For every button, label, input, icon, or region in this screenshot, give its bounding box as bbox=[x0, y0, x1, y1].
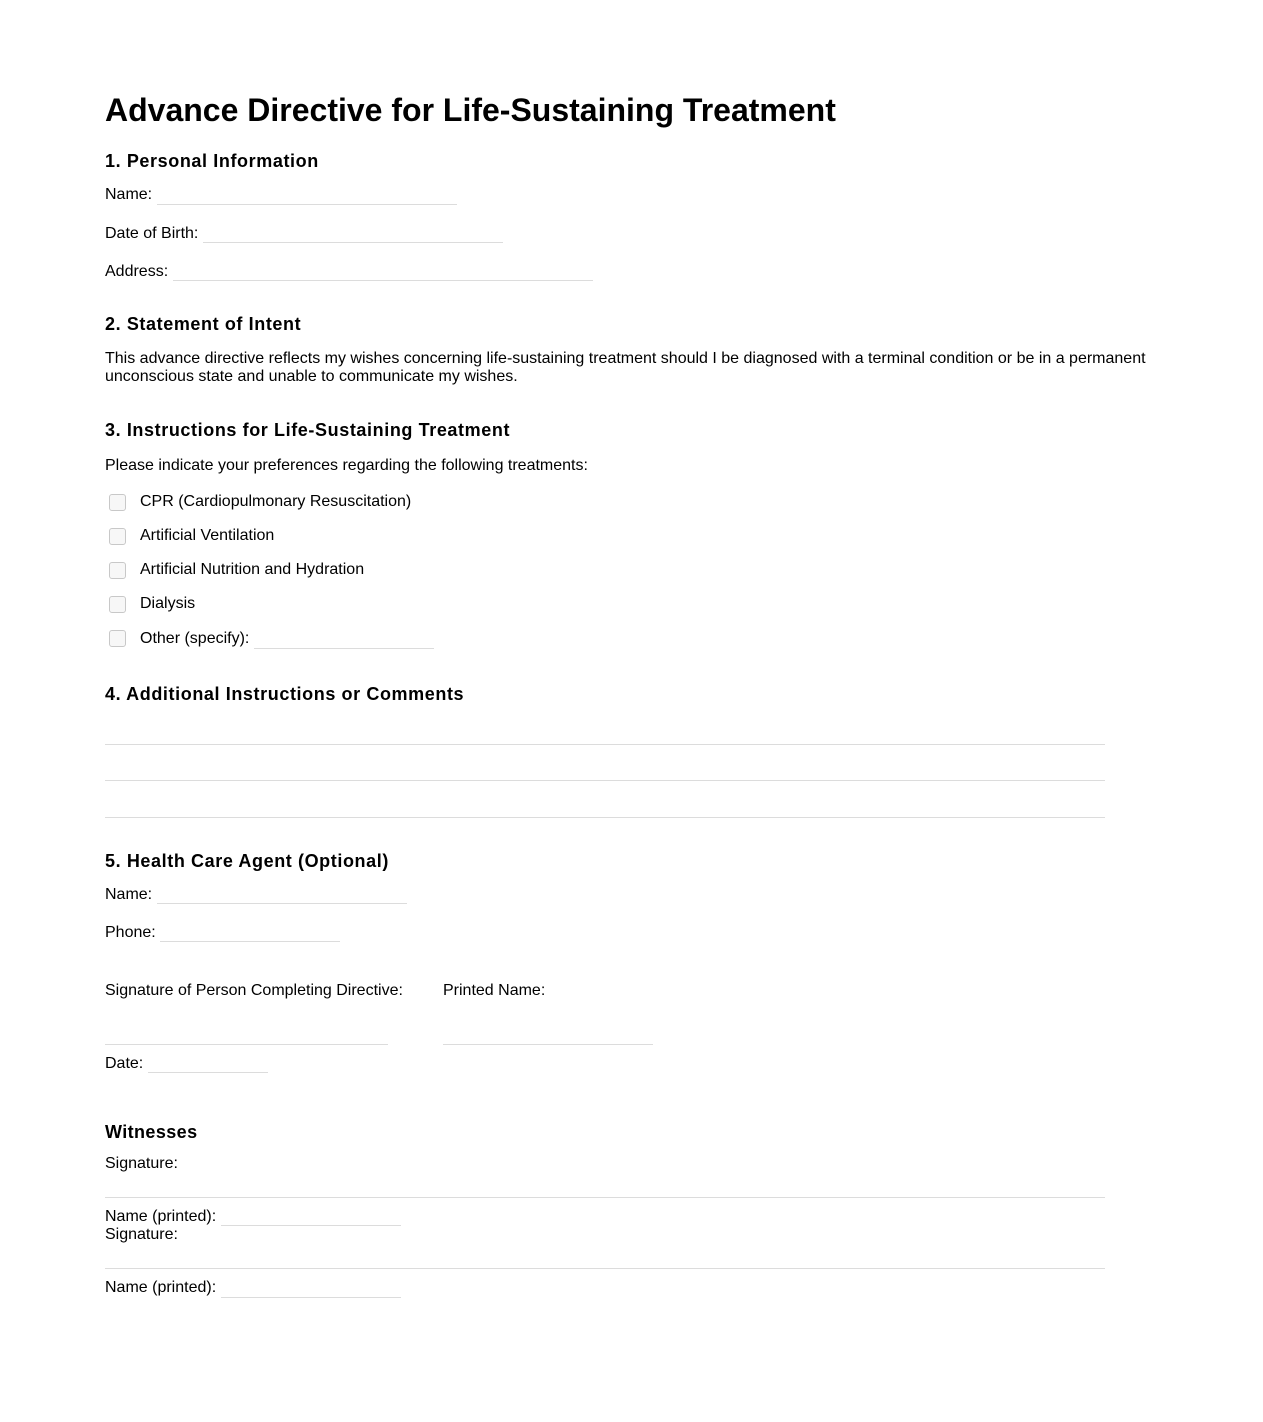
agent-phone-label: Phone: bbox=[105, 924, 156, 941]
checkbox-label-dialysis: Dialysis bbox=[140, 595, 196, 612]
page-title: Advance Directive for Life-Sustaining Treatment bbox=[105, 92, 836, 128]
checkbox-cpr[interactable] bbox=[109, 494, 126, 511]
section-heading-personal-information: 1. Personal Information bbox=[105, 151, 319, 171]
checkbox-dialysis[interactable] bbox=[109, 596, 126, 613]
instructions-prompt: Please indicate your preferences regarding the following treatments: bbox=[105, 457, 588, 474]
section-heading-additional-instructions: 4. Additional Instructions or Comments bbox=[105, 684, 465, 704]
checkbox-label-artificial-ventilation: Artificial Ventilation bbox=[140, 527, 275, 544]
agent-name-label: Name: bbox=[105, 886, 153, 903]
witness-1-name-field[interactable] bbox=[221, 1207, 401, 1226]
agent-name-field[interactable] bbox=[157, 885, 407, 904]
date-of-birth-field[interactable] bbox=[203, 224, 503, 243]
checkbox-label-cpr: CPR (Cardiopulmonary Resuscitation) bbox=[140, 493, 412, 510]
witness-1-signature-line[interactable] bbox=[105, 1197, 1105, 1198]
checkbox-other[interactable] bbox=[109, 630, 126, 647]
signature-label: Signature of Person Completing Directive: bbox=[105, 982, 403, 999]
section-heading-witnesses: Witnesses bbox=[105, 1122, 198, 1142]
signature-field[interactable] bbox=[105, 1026, 388, 1045]
witness-1-signature-label: Signature: bbox=[105, 1155, 178, 1172]
checkbox-label-artificial-nutrition-hydration: Artificial Nutrition and Hydration bbox=[140, 561, 365, 578]
section-heading-health-care-agent: 5. Health Care Agent (Optional) bbox=[105, 851, 389, 871]
checkbox-artificial-ventilation[interactable] bbox=[109, 528, 126, 545]
name-field[interactable] bbox=[157, 186, 457, 205]
checkbox-label-other: Other (specify): bbox=[140, 630, 250, 647]
checkbox-artificial-nutrition-hydration[interactable] bbox=[109, 562, 126, 579]
comments-line-3[interactable] bbox=[105, 817, 1105, 818]
agent-phone-field[interactable] bbox=[160, 923, 340, 942]
name-label: Name: bbox=[105, 186, 153, 203]
date-label: Date: bbox=[105, 1055, 144, 1072]
section-heading-statement-of-intent: 2. Statement of Intent bbox=[105, 314, 302, 334]
date-field[interactable] bbox=[148, 1054, 268, 1073]
date-of-birth-label: Date of Birth: bbox=[105, 225, 199, 242]
comments-line-1[interactable] bbox=[105, 744, 1105, 745]
comments-line-2[interactable] bbox=[105, 780, 1105, 781]
address-label: Address: bbox=[105, 263, 169, 280]
printed-name-field[interactable] bbox=[443, 1026, 653, 1045]
witness-2-name-label: Name (printed): bbox=[105, 1279, 217, 1296]
printed-name-label: Printed Name: bbox=[443, 982, 546, 999]
witness-1-name-label: Name (printed): bbox=[105, 1208, 217, 1225]
witness-2-signature-line[interactable] bbox=[105, 1268, 1105, 1269]
section-heading-instructions: 3. Instructions for Life-Sustaining Treatment bbox=[105, 420, 511, 440]
address-field[interactable] bbox=[173, 262, 593, 281]
other-specify-field[interactable] bbox=[254, 630, 434, 649]
statement-of-intent-text: This advance directive reflects my wishes concerning life-sustaining treatment should I be diagnosed with a terminal condition or be in a permanent unconscious state and unable to communicate my wishes. bbox=[105, 350, 1146, 385]
witness-2-name-field[interactable] bbox=[221, 1279, 401, 1298]
witness-2-signature-label: Signature: bbox=[105, 1226, 178, 1243]
